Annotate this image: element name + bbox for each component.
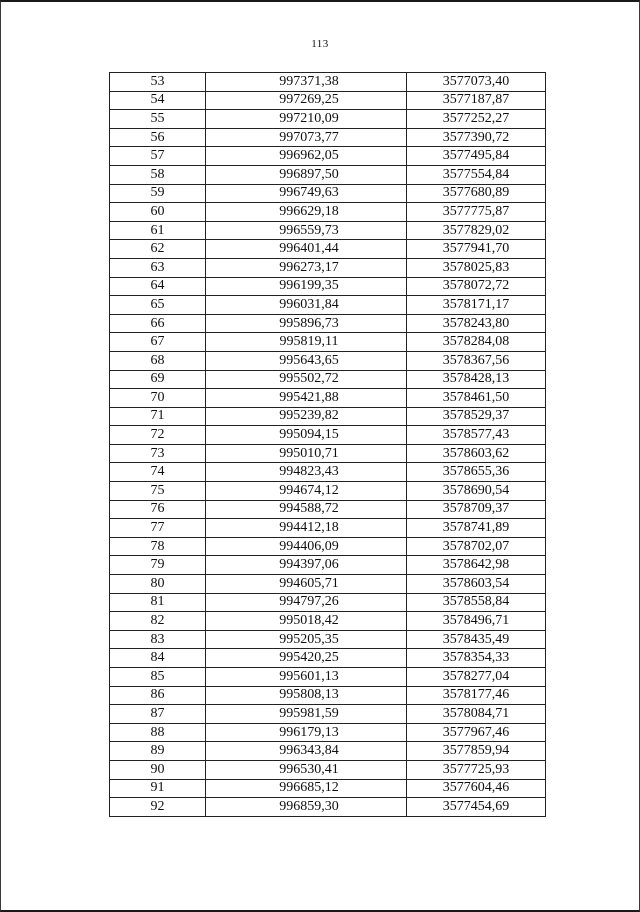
x-coordinate-cell: 996962,05 <box>206 147 407 166</box>
x-coordinate-cell: 996199,35 <box>206 277 407 296</box>
table-row <box>110 277 546 296</box>
point-number-cell: 62 <box>110 240 206 259</box>
x-coordinate-cell: 995239,82 <box>206 407 407 426</box>
table-row <box>110 351 546 370</box>
table-row <box>110 742 546 761</box>
x-coordinate-cell: 997371,38 <box>206 73 407 92</box>
y-coordinate-cell: 3578642,98 <box>407 556 546 575</box>
table-row <box>110 370 546 389</box>
table-row <box>110 314 546 333</box>
y-coordinate-cell: 3577495,84 <box>407 147 546 166</box>
point-number-cell: 88 <box>110 723 206 742</box>
y-coordinate-cell: 3578025,83 <box>407 258 546 277</box>
y-coordinate-cell: 3578435,49 <box>407 630 546 649</box>
table-row <box>110 482 546 501</box>
x-coordinate-cell: 997073,77 <box>206 128 407 147</box>
table-row <box>110 110 546 129</box>
x-coordinate-cell: 995010,71 <box>206 444 407 463</box>
point-number-cell: 75 <box>110 482 206 501</box>
x-coordinate-cell: 995420,25 <box>206 649 407 668</box>
table-row <box>110 258 546 277</box>
table-row <box>110 203 546 222</box>
y-coordinate-cell: 3578558,84 <box>407 593 546 612</box>
point-number-cell: 64 <box>110 277 206 296</box>
table-row <box>110 73 546 92</box>
table-row <box>110 686 546 705</box>
point-number-cell: 83 <box>110 630 206 649</box>
table-row <box>110 537 546 556</box>
x-coordinate-cell: 994397,06 <box>206 556 407 575</box>
y-coordinate-cell: 3578284,08 <box>407 333 546 352</box>
point-number-cell: 74 <box>110 463 206 482</box>
point-number-cell: 76 <box>110 500 206 519</box>
table-row <box>110 575 546 594</box>
table-row <box>110 500 546 519</box>
x-coordinate-cell: 995601,13 <box>206 668 407 687</box>
y-coordinate-cell: 3577859,94 <box>407 742 546 761</box>
x-coordinate-cell: 995896,73 <box>206 314 407 333</box>
point-number-cell: 60 <box>110 203 206 222</box>
table-row <box>110 426 546 445</box>
point-number-cell: 78 <box>110 537 206 556</box>
x-coordinate-cell: 996897,50 <box>206 165 407 184</box>
point-number-cell: 54 <box>110 91 206 110</box>
point-number-cell: 67 <box>110 333 206 352</box>
x-coordinate-cell: 994406,09 <box>206 537 407 556</box>
x-coordinate-cell: 995643,65 <box>206 351 407 370</box>
x-coordinate-cell: 997210,09 <box>206 110 407 129</box>
table-row <box>110 165 546 184</box>
x-coordinate-cell: 994674,12 <box>206 482 407 501</box>
y-coordinate-cell: 3577454,69 <box>407 798 546 817</box>
y-coordinate-cell: 3578496,71 <box>407 612 546 631</box>
point-number-cell: 55 <box>110 110 206 129</box>
y-coordinate-cell: 3577829,02 <box>407 221 546 240</box>
y-coordinate-cell: 3577187,87 <box>407 91 546 110</box>
y-coordinate-cell: 3578277,04 <box>407 668 546 687</box>
point-number-cell: 73 <box>110 444 206 463</box>
point-number-cell: 85 <box>110 668 206 687</box>
point-number-cell: 86 <box>110 686 206 705</box>
y-coordinate-cell: 3578072,72 <box>407 277 546 296</box>
y-coordinate-cell: 3578709,37 <box>407 500 546 519</box>
y-coordinate-cell: 3577390,72 <box>407 128 546 147</box>
x-coordinate-cell: 996685,12 <box>206 779 407 798</box>
y-coordinate-cell: 3578243,80 <box>407 314 546 333</box>
table-row <box>110 240 546 259</box>
y-coordinate-cell: 3577252,27 <box>407 110 546 129</box>
point-number-cell: 82 <box>110 612 206 631</box>
point-number-cell: 77 <box>110 519 206 538</box>
y-coordinate-cell: 3577775,87 <box>407 203 546 222</box>
x-coordinate-cell: 995981,59 <box>206 705 407 724</box>
x-coordinate-cell: 995502,72 <box>206 370 407 389</box>
x-coordinate-cell: 996859,30 <box>206 798 407 817</box>
point-number-cell: 65 <box>110 296 206 315</box>
x-coordinate-cell: 997269,25 <box>206 91 407 110</box>
y-coordinate-cell: 3578529,37 <box>407 407 546 426</box>
x-coordinate-cell: 995018,42 <box>206 612 407 631</box>
y-coordinate-cell: 3578702,07 <box>407 537 546 556</box>
x-coordinate-cell: 995094,15 <box>206 426 407 445</box>
point-number-cell: 66 <box>110 314 206 333</box>
x-coordinate-cell: 995205,35 <box>206 630 407 649</box>
x-coordinate-cell: 996629,18 <box>206 203 407 222</box>
x-coordinate-cell: 995819,11 <box>206 333 407 352</box>
point-number-cell: 63 <box>110 258 206 277</box>
x-coordinate-cell: 996343,84 <box>206 742 407 761</box>
y-coordinate-cell: 3578655,36 <box>407 463 546 482</box>
table-row <box>110 556 546 575</box>
x-coordinate-cell: 994823,43 <box>206 463 407 482</box>
table-row <box>110 389 546 408</box>
table-row <box>110 333 546 352</box>
x-coordinate-cell: 996031,84 <box>206 296 407 315</box>
table-row <box>110 630 546 649</box>
x-coordinate-cell: 994588,72 <box>206 500 407 519</box>
table-row <box>110 519 546 538</box>
x-coordinate-cell: 996401,44 <box>206 240 407 259</box>
x-coordinate-cell: 994797,26 <box>206 593 407 612</box>
table-row <box>110 221 546 240</box>
table-row <box>110 760 546 779</box>
point-number-cell: 84 <box>110 649 206 668</box>
y-coordinate-cell: 3578367,56 <box>407 351 546 370</box>
table-row <box>110 798 546 817</box>
point-number-cell: 71 <box>110 407 206 426</box>
table-row <box>110 444 546 463</box>
y-coordinate-cell: 3578461,50 <box>407 389 546 408</box>
y-coordinate-cell: 3577073,40 <box>407 73 546 92</box>
point-number-cell: 80 <box>110 575 206 594</box>
table-row <box>110 147 546 166</box>
y-coordinate-cell: 3578603,62 <box>407 444 546 463</box>
point-number-cell: 70 <box>110 389 206 408</box>
table-row <box>110 128 546 147</box>
page-number: 113 <box>311 38 329 50</box>
table-row <box>110 184 546 203</box>
x-coordinate-cell: 996179,13 <box>206 723 407 742</box>
y-coordinate-cell: 3578084,71 <box>407 705 546 724</box>
table-row <box>110 91 546 110</box>
y-coordinate-cell: 3578741,89 <box>407 519 546 538</box>
point-number-cell: 87 <box>110 705 206 724</box>
x-coordinate-cell: 995421,88 <box>206 389 407 408</box>
x-coordinate-cell: 996530,41 <box>206 760 407 779</box>
table-row <box>110 649 546 668</box>
point-number-cell: 57 <box>110 147 206 166</box>
y-coordinate-cell: 3578354,33 <box>407 649 546 668</box>
point-number-cell: 81 <box>110 593 206 612</box>
table-row <box>110 296 546 315</box>
table-row <box>110 668 546 687</box>
point-number-cell: 58 <box>110 165 206 184</box>
y-coordinate-cell: 3577554,84 <box>407 165 546 184</box>
point-number-cell: 90 <box>110 760 206 779</box>
y-coordinate-cell: 3577967,46 <box>407 723 546 742</box>
x-coordinate-cell: 994412,18 <box>206 519 407 538</box>
table-row <box>110 463 546 482</box>
table-row <box>110 779 546 798</box>
y-coordinate-cell: 3578603,54 <box>407 575 546 594</box>
y-coordinate-cell: 3578428,13 <box>407 370 546 389</box>
x-coordinate-cell: 994605,71 <box>206 575 407 594</box>
y-coordinate-cell: 3578171,17 <box>407 296 546 315</box>
coordinates-table-body <box>110 73 546 817</box>
y-coordinate-cell: 3577680,89 <box>407 184 546 203</box>
table-row <box>110 612 546 631</box>
point-number-cell: 53 <box>110 73 206 92</box>
point-number-cell: 61 <box>110 221 206 240</box>
point-number-cell: 92 <box>110 798 206 817</box>
y-coordinate-cell: 3577604,46 <box>407 779 546 798</box>
coordinates-table <box>109 72 546 817</box>
point-number-cell: 59 <box>110 184 206 203</box>
y-coordinate-cell: 3578577,43 <box>407 426 546 445</box>
x-coordinate-cell: 995808,13 <box>206 686 407 705</box>
y-coordinate-cell: 3578690,54 <box>407 482 546 501</box>
x-coordinate-cell: 996749,63 <box>206 184 407 203</box>
point-number-cell: 72 <box>110 426 206 445</box>
table-row <box>110 705 546 724</box>
y-coordinate-cell: 3577941,70 <box>407 240 546 259</box>
table-row <box>110 723 546 742</box>
y-coordinate-cell: 3578177,46 <box>407 686 546 705</box>
point-number-cell: 69 <box>110 370 206 389</box>
x-coordinate-cell: 996559,73 <box>206 221 407 240</box>
point-number-cell: 56 <box>110 128 206 147</box>
table-row <box>110 593 546 612</box>
point-number-cell: 91 <box>110 779 206 798</box>
point-number-cell: 68 <box>110 351 206 370</box>
table-row <box>110 407 546 426</box>
y-coordinate-cell: 3577725,93 <box>407 760 546 779</box>
point-number-cell: 79 <box>110 556 206 575</box>
x-coordinate-cell: 996273,17 <box>206 258 407 277</box>
point-number-cell: 89 <box>110 742 206 761</box>
